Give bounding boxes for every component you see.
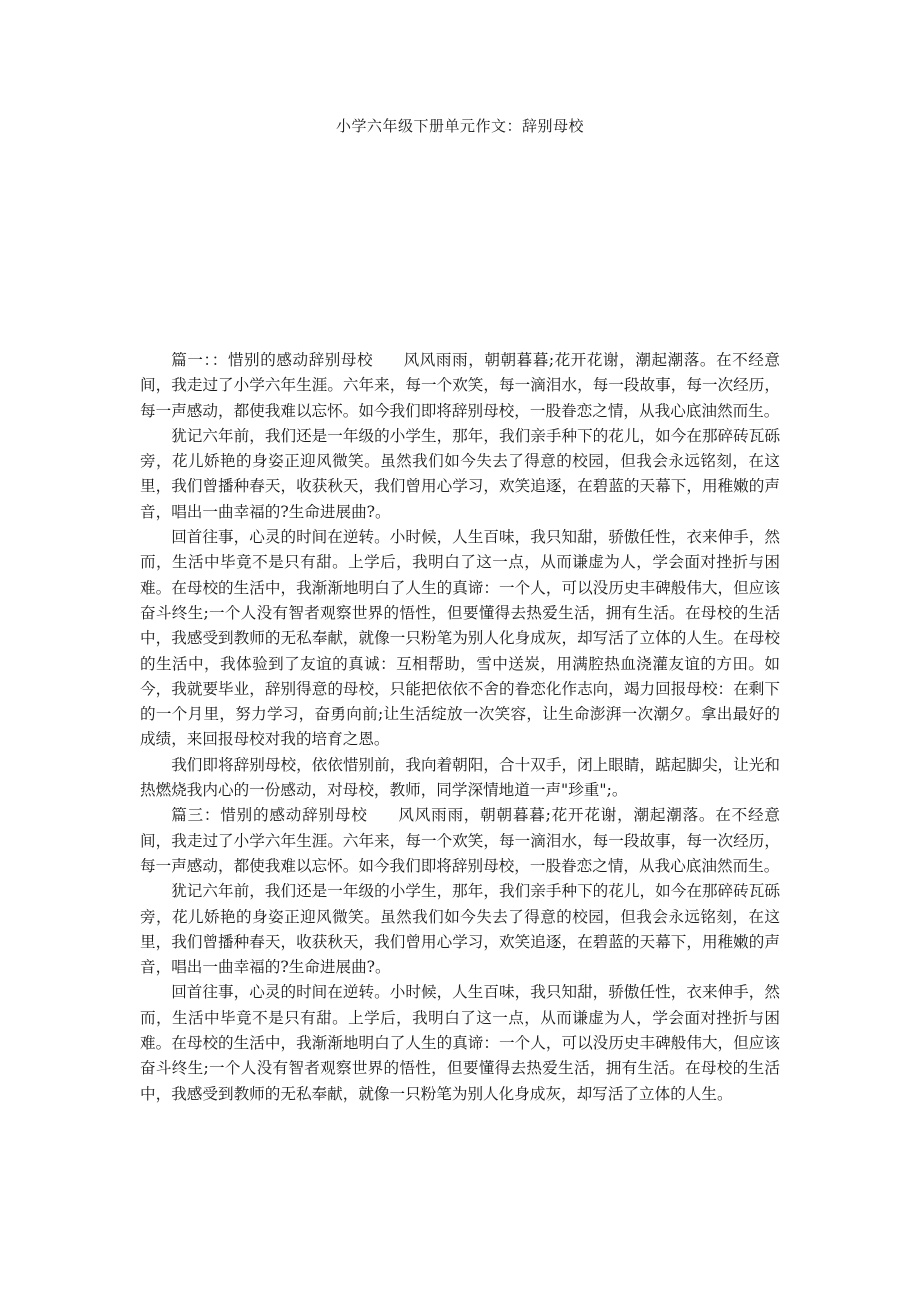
paragraph-6 xyxy=(140,879,780,980)
paragraph-2 xyxy=(140,424,780,525)
document-body xyxy=(140,348,780,1107)
document-title: 小学六年级下册单元作文：辞别母校 xyxy=(335,117,584,135)
paragraph-text: 风风雨雨，朝朝暮暮;花开花谢，潮起潮落。在不经意间，我走过了小学六年生涯。六年来，每一个欢笑，每一滴泪水，每一段故事，每一次经历，每一声感动，都使我难以忘怀。如今我们即将辞别母校，一股眷恋之情，从我心底油然而生。 xyxy=(140,351,780,420)
paragraph-text: 回首往事，心灵的时间在逆转。小时候，人生百味，我只知甜，骄傲任性，衣来伸手，然而，生活中毕竟不是只有甜。上学后，我明白了这一点，从而谦虚为人，学会面对挫折与困难。在母校的生活中，我渐渐地明白了人生的真谛：一个人，可以没历史丰碑般伟大，但应该奋斗终生;一个人没有智者观察世界的悟性，但要懂得去热爱生活，拥有生活。在母校的生活中，我感受到教师的无私奉献，就像一只粉笔为别人化身成灰，却写活了立体的人生。 xyxy=(140,983,780,1103)
paragraph-5 xyxy=(140,803,780,879)
paragraph-7 xyxy=(140,980,780,1106)
paragraph-1 xyxy=(140,348,780,424)
section-heading: 篇一：：惜别的感动辞别母校 xyxy=(171,351,374,369)
paragraph-text: 犹记六年前，我们还是一年级的小学生，那年，我们亲手种下的花儿，如今在那碎砖瓦砾旁，花儿娇艳的身姿正迎风微笑。虽然我们如今失去了得意的校园，但我会永远铭刻，在这里，我们曾播种春天，收获秋天，我们曾用心学习，欢笑追逐，在碧蓝的天幕下，用稚嫩的声音，唱出一曲幸福的?生命进展曲?。 xyxy=(140,426,780,521)
paragraph-4 xyxy=(140,753,780,804)
paragraph-text: 回首往事，心灵的时间在逆转。小时候，人生百味，我只知甜，骄傲任性，衣来伸手，然而，生活中毕竟不是只有甜。上学后，我明白了这一点，从而谦虚为人，学会面对挫折与困难。在母校的生活中，我渐渐地明白了人生的真谛：一个人，可以没历史丰碑般伟大，但应该奋斗终生;一个人没有智者观察世界的悟性，但要懂得去热爱生活，拥有生活。在母校的生活中，我感受到教师的无私奉献，就像一只粉笔为别人化身成灰，却写活了立体的人生。在母校的生活中，我体验到了友谊的真诚：互相帮助，雪中送炭，用满腔热血浇灌友谊的方田。如今，我就要毕业，辞别得意的母校，只能把依依不舍的眷恋化作志向，竭力回报母校：在剩下的一个月里，努力学习，奋勇向前;让生活绽放一次笑容，让生命澎湃一次潮夕。拿出最好的成绩，来回报母校对我的培育之恩。 xyxy=(140,528,780,749)
paragraph-text: 犹记六年前，我们还是一年级的小学生，那年，我们亲手种下的花儿，如今在那碎砖瓦砾旁，花儿娇艳的身姿正迎风微笑。虽然我们如今失去了得意的校园，但我会永远铭刻，在这里，我们曾播种春天，收获秋天，我们曾用心学习，欢笑追逐，在碧蓝的天幕下，用稚嫩的声音，唱出一曲幸福的?生命进展曲?。 xyxy=(140,882,780,977)
section-heading: 篇三：惜别的感动辞别母校 xyxy=(171,806,368,825)
paragraph-text: 风风雨雨，朝朝暮暮;花开花谢，潮起潮落。在不经意间，我走过了小学六年生涯。六年来，每一个欢笑，每一滴泪水，每一段故事，每一次经历，每一声感动，都使我难以忘怀。如今我们即将辞别母校，一股眷恋之情，从我心底油然而生。 xyxy=(140,806,780,875)
paragraph-3 xyxy=(140,525,780,753)
paragraph-text: 我们即将辞别母校，依依惜别前，我向着朝阳，合十双手，闭上眼睛，踮起脚尖，让光和热燃烧我内心的一份感动，对母校，教师，同学深情地道一声"珍重";。 xyxy=(140,755,780,800)
